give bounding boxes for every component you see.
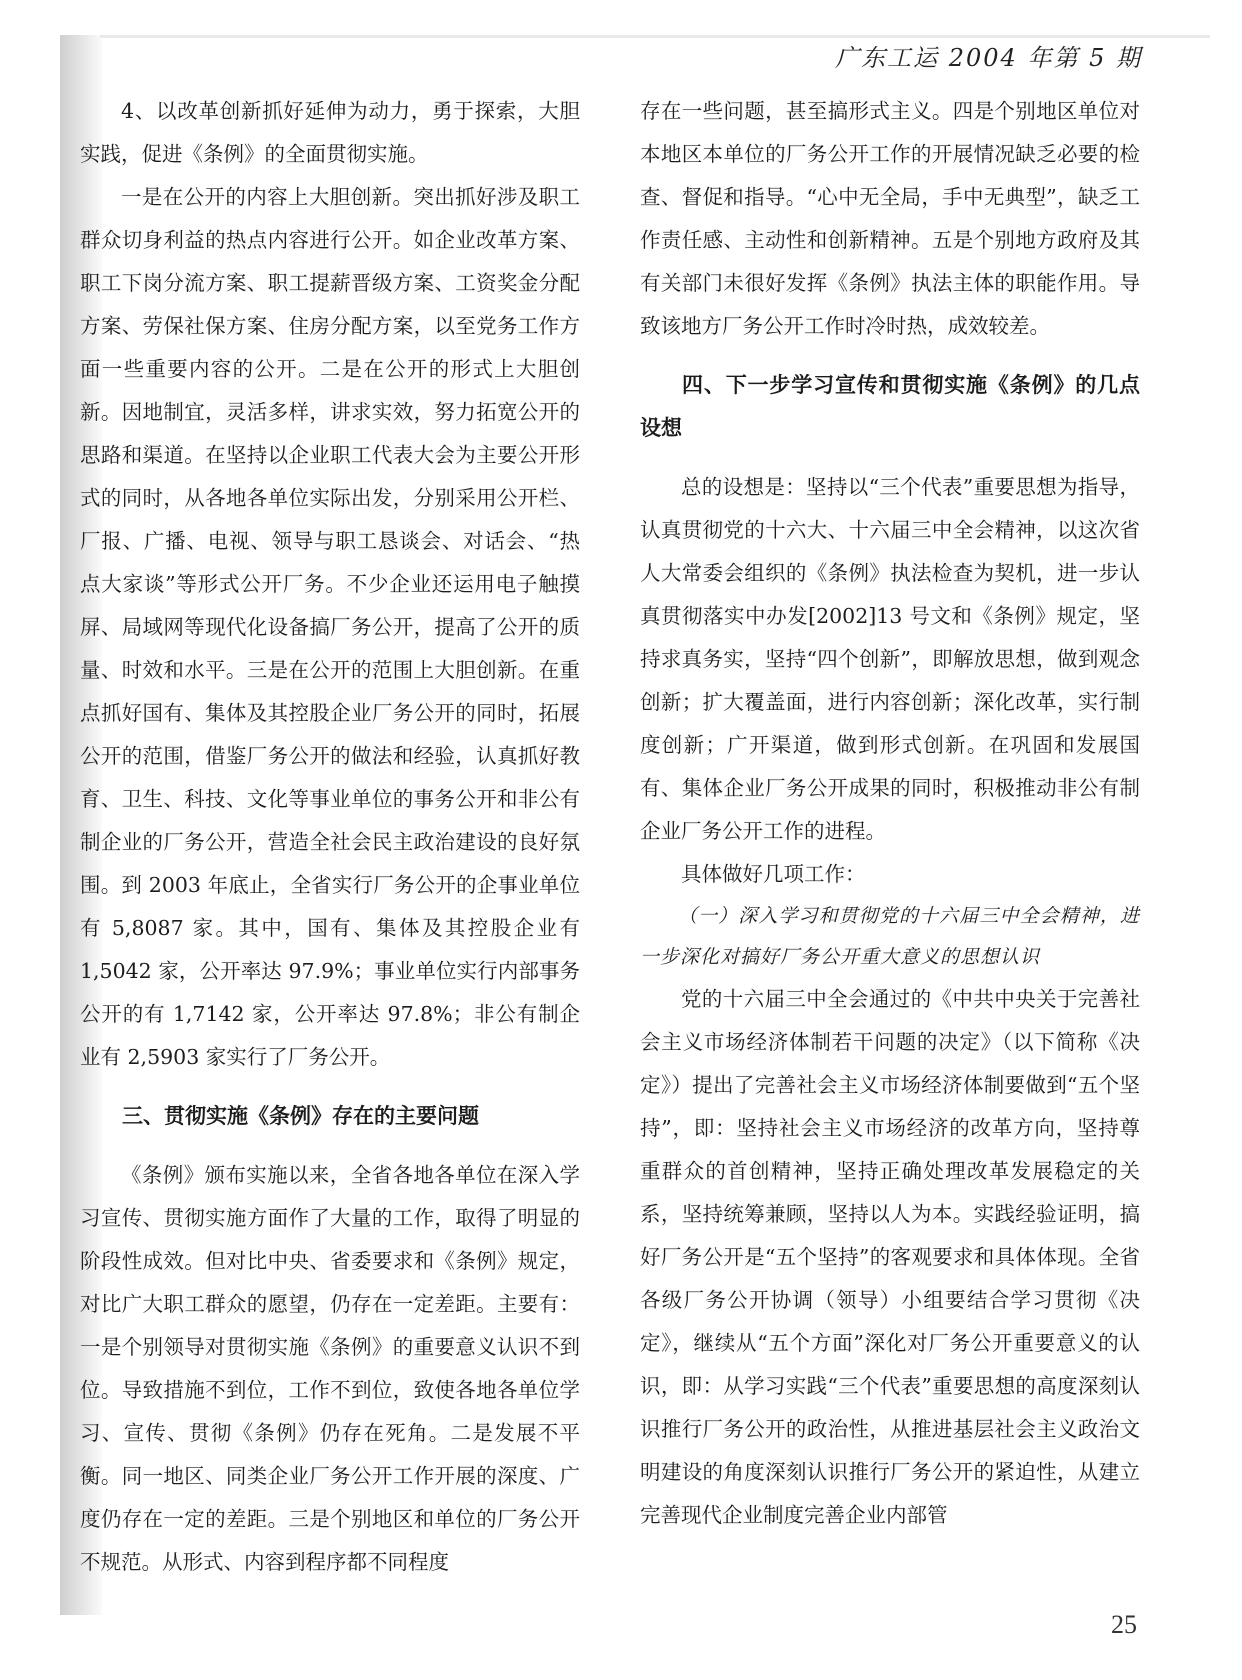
paragraph: 4、以改革创新抓好延伸为动力，勇于探索，大胆实践，促进《条例》的全面贯彻实施。 [80, 99, 580, 166]
subsection-heading: （一）深入学习和贯彻党的十六届三中全会精神，进一步深化对搞好厂务公开重大意义的思想认识 [640, 905, 1140, 968]
right-column [640, 90, 1140, 1537]
paragraph: 党的十六届三中全会通过的《中共中央关于完善社会主义市场经济体制若干问题的决定》（以下简称《决定》）提出了完善社会主义市场经济体制要做到“五个坚持”，即：坚持社会主义市场经济的改革方向，坚持尊重群众的首创精神，坚持正确处理改革发展稳定的关系，坚持统筹兼顾，坚持以人为本。实践经验证明，搞好厂务公开是“五个坚持”的客观要求和具体体现。全省各级厂务公开协调（领导）小组要结合学习贯彻《决定》，继续从“五个方面”深化对厂务公开重要意义的认识，即：从学习实践“三个代表”重要思想的高度深刻认识推行厂务公开的政治性，从推进基层社会主义政治文明建设的角度深刻认识推行厂务公开的紧迫性，从建立完善现代企业制度完善企业内部管 [640, 987, 1140, 1527]
paragraph: 一是在公开的内容上大胆创新。突出抓好涉及职工群众切身利益的热点内容进行公开。如企业改革方案、职工下岗分流方案、职工提薪晋级方案、工资奖金分配方案、劳保社保方案、住房分配方案，以至党务工作方面一些重要内容的公开。二是在公开的形式上大胆创新。因地制宜，灵活多样，讲求实效，努力拓宽公开的思路和渠道。在坚持以企业职工代表大会为主要公开形式的同时，从各地各单位实际出发，分别采用公开栏、厂报、广播、电视、领导与职工恳谈会、对话会、“热点大家谈”等形式公开厂务。不少企业还运用电子触摸屏、局域网等现代化设备搞厂务公开，提高了公开的质量、时效和水平。三是在公开的范围上大胆创新。在重点抓好国有、集体及其控股企业厂务公开的同时，拓展公开的范围，借鉴厂务公开的做法和经验，认真抓好教育、卫生、科技、文化等事业单位的事务公开和非公有制企业的厂务公开，营造全社会民主政治建设的良好氛围。到 2003 年底止，全省实行厂务公开的企事业单位有 5,8087 家。其中，国有、集体及其控股企业有 1,5042 家，公开率达 97.9%；事业单位实行内部事务公开的有 1,7142 家，公开率达 97.8%；非公有制企业有 2,5903 家实行了厂务公开。 [80, 185, 580, 1069]
running-header: 广东工运 2004 年第 5 期 [835, 44, 1142, 72]
paragraph: 《条例》颁布实施以来，全省各地各单位在深入学习宣传、贯彻实施方面作了大量的工作，取得了明显的阶段性成效。但对比中央、省委要求和《条例》规定，对比广大职工群众的愿望，仍存在一定差距。主要有：一是个别领导对贯彻实施《条例》的重要意义认识不到位。导致措施不到位，工作不到位，致使各地各单位学习、宣传、贯彻《条例》仍存在死角。二是发展不平衡。同一地区、同类企业厂务公开工作开展的深度、广度仍存在一定的差距。三是个别地区和单位的厂务公开不规范。从形式、内容到程序都不同程度 [80, 1163, 580, 1574]
section-heading: 三、贯彻实施《条例》存在的主要问题 [122, 1104, 479, 1128]
paragraph: 总的设想是：坚持以“三个代表”重要思想为指导，认真贯彻党的十六大、十六届三中全会精神，以这次省人大常委会组织的《条例》执法检查为契机，进一步认真贯彻落实中办发[2002]13 号文和《条例》规定，坚持求真务实，坚持“四个创新”，即解放思想，做到观念创新；扩大覆盖面，进行内容创新；深化改革，实行制度创新；广开渠道，做到形式创新。在巩固和发展国有、集体企业厂务公开成果的同时，积极推动非公有制企业厂务公开工作的进程。 [640, 475, 1140, 843]
paragraph-continued: 存在一些问题，甚至搞形式主义。四是个别地区单位对本地区本单位的厂务公开工作的开展情况缺乏必要的检查、督促和指导。“心中无全局，手中无典型”，缺乏工作责任感、主动性和创新精神。五是个别地方政府及其有关部门未很好发挥《条例》执法主体的职能作用。导致该地方厂务公开工作时冷时热，成效较差。 [640, 99, 1140, 338]
left-column [80, 90, 580, 1584]
paragraph: 具体做好几项工作： [681, 862, 866, 886]
section-heading: 四、下一步学习宣传和贯彻实施《条例》的几点设想 [640, 373, 1140, 440]
page-number: 25 [1111, 1610, 1137, 1639]
